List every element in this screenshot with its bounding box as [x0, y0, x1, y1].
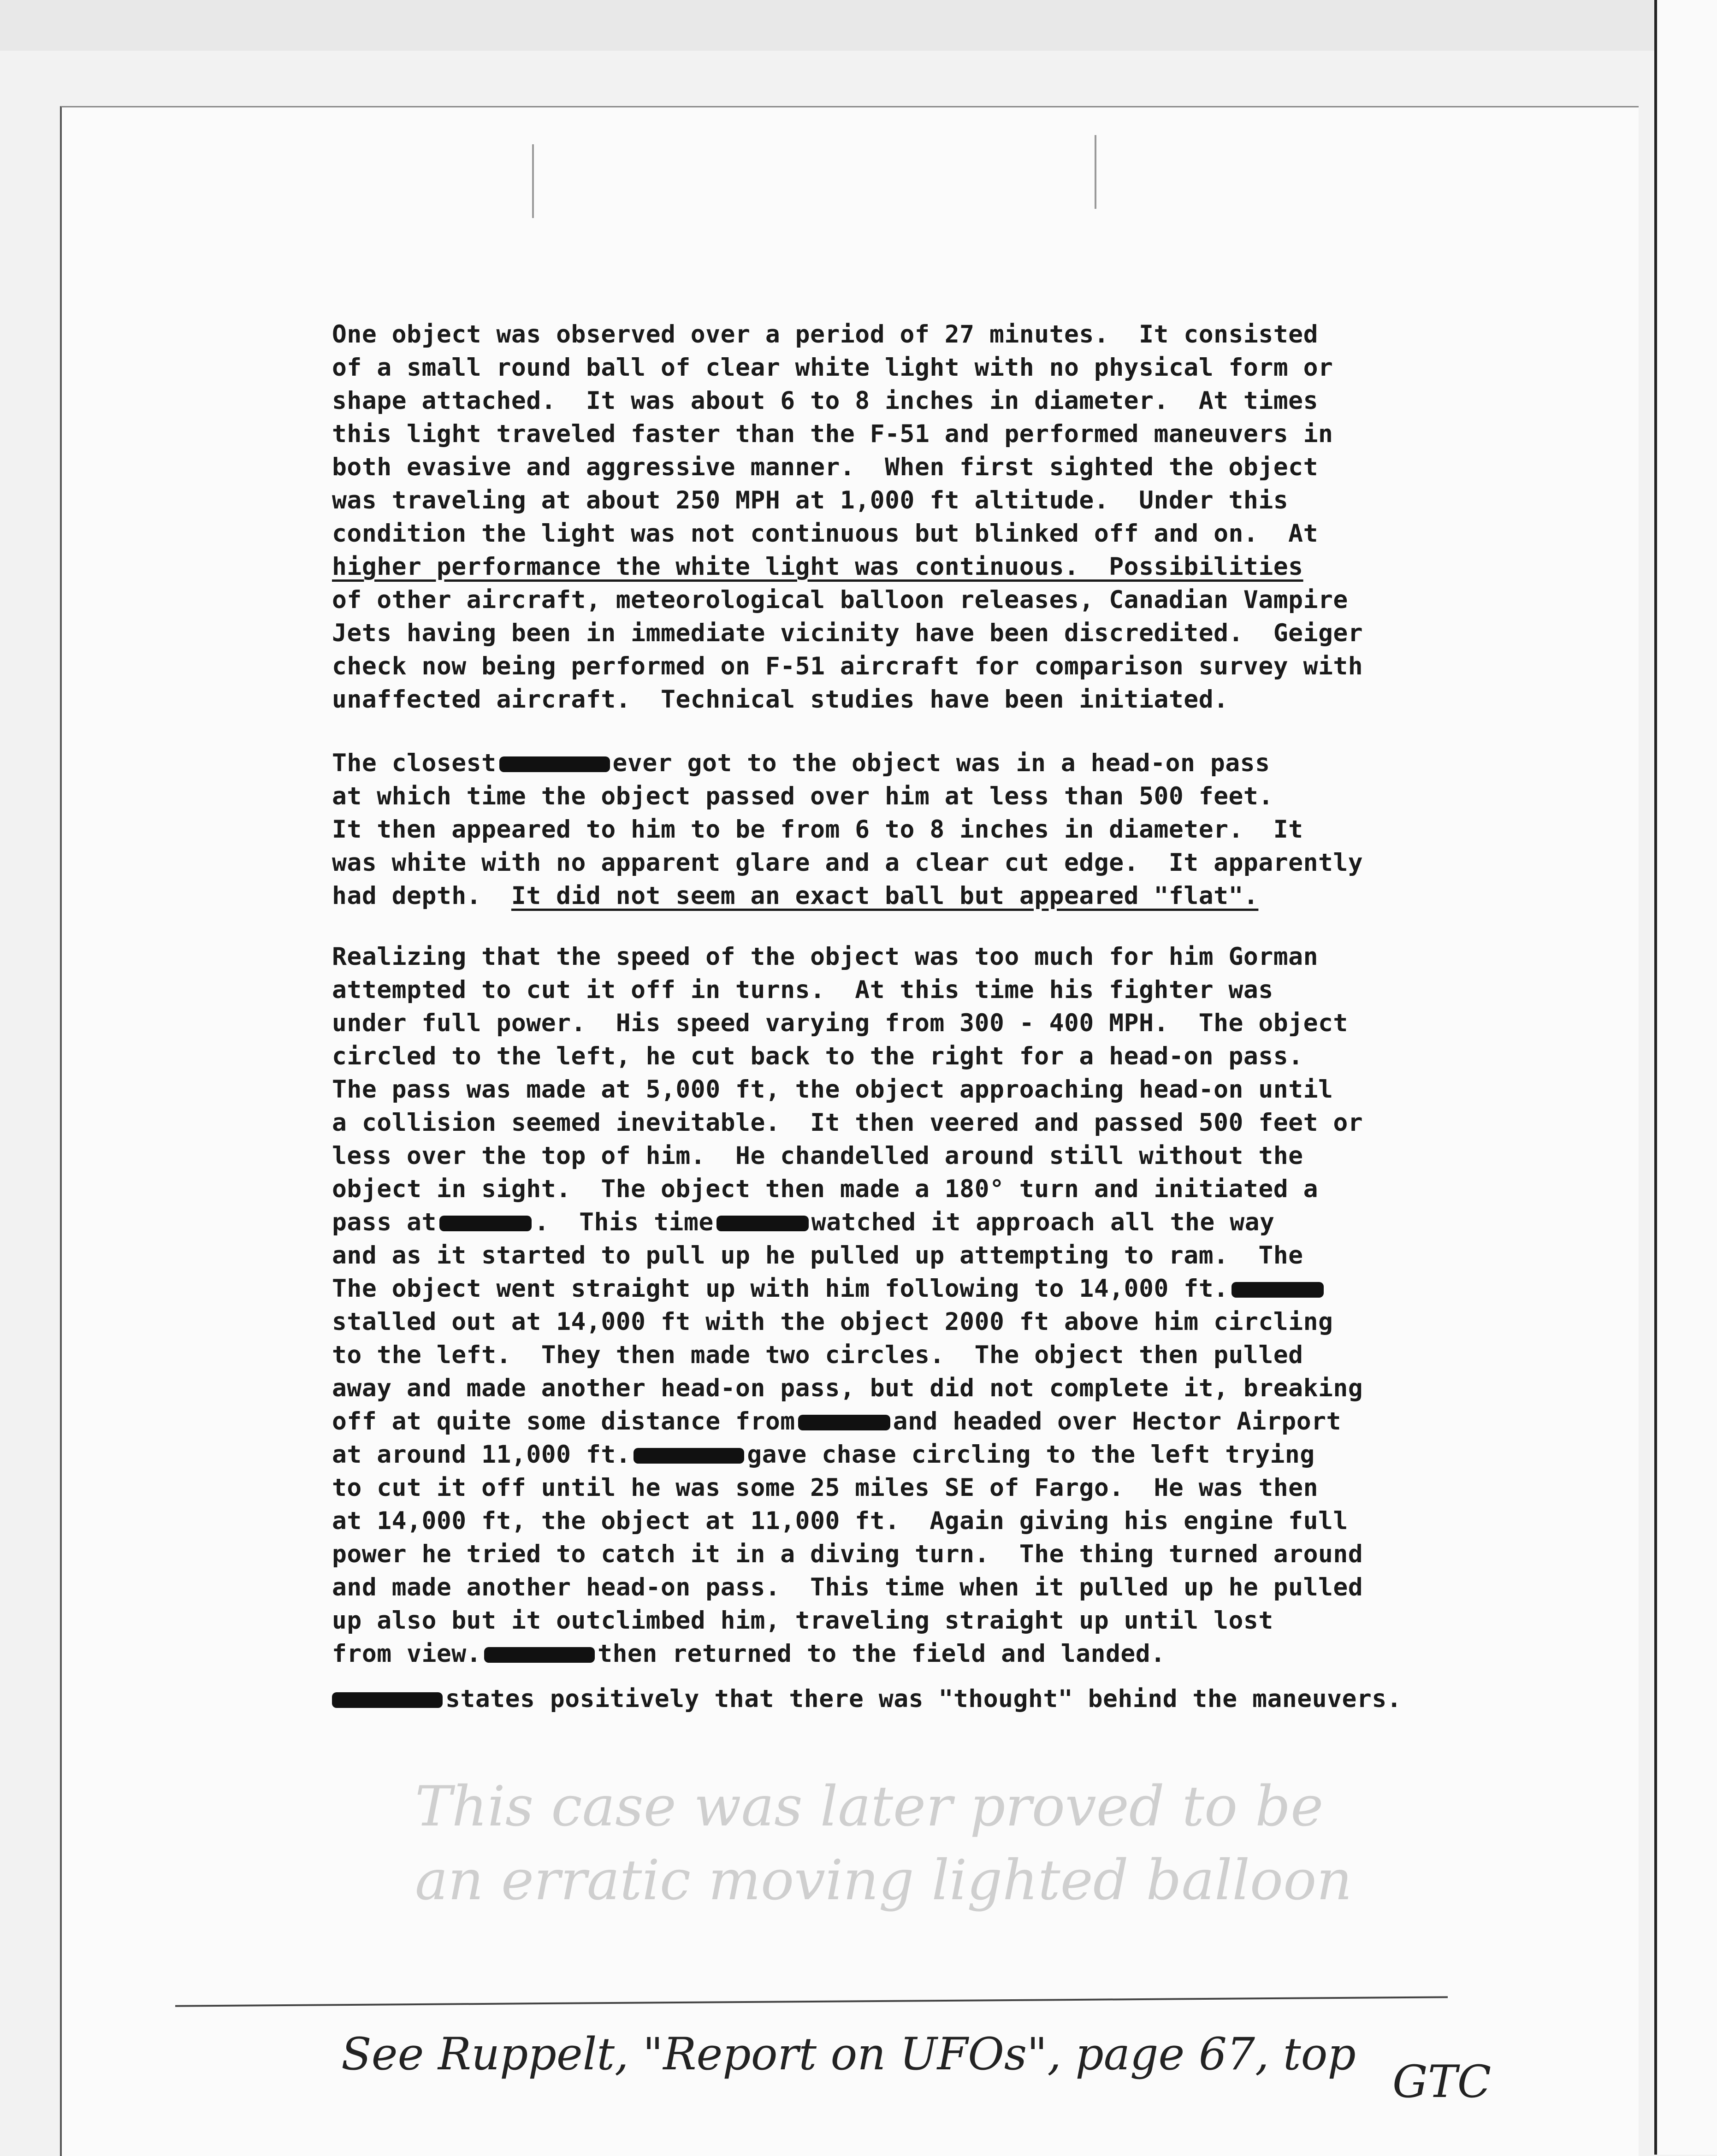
text-line: The pass was made at 5,000 ft, the object approaching head-on until	[332, 1075, 1333, 1104]
text-line: a collision seemed inevitable. It then veered and passed 500 feet or	[332, 1109, 1363, 1137]
text-line: power he tried to catch it in a diving turn. The thing turned around	[332, 1540, 1363, 1568]
paragraph-3	[332, 940, 1512, 1671]
text-line: was traveling at about 250 MPH at 1,000 ft altitude. Under this	[332, 486, 1289, 514]
handwritten-initials: GTC	[1392, 2056, 1492, 2108]
handwritten-reference-note: See Ruppelt, "Report on UFOs", page 67, top	[341, 2028, 1356, 2080]
text-segment: The closest	[332, 749, 497, 777]
text-line: condition the light was not continuous but blinked off and on. At	[332, 520, 1318, 548]
text-line: away and made another head-on pass, but did not complete it, breaking	[332, 1374, 1363, 1402]
paper-crease	[532, 144, 534, 218]
text-line: shape attached. It was about 6 to 8 inches in diameter. At times	[332, 387, 1318, 415]
paper-crease	[1095, 135, 1096, 209]
redaction-bar	[499, 756, 610, 772]
text-segment: and headed over Hector Airport	[893, 1407, 1341, 1435]
redaction-bar	[332, 1692, 443, 1708]
text-segment: . This time	[534, 1208, 714, 1236]
redaction-bar	[1232, 1282, 1324, 1298]
redaction-bar	[439, 1216, 532, 1231]
text-segment: watched it approach all the way	[811, 1208, 1275, 1236]
text-line: One object was observed over a period of 27 minutes. It consisted	[332, 320, 1318, 349]
text-line: Realizing that the speed of the object was too much for him Gorman	[332, 943, 1318, 971]
text-line: at 14,000 ft, the object at 11,000 ft. Again giving his engine full	[332, 1507, 1348, 1535]
text-segment: off at quite some distance from	[332, 1407, 795, 1435]
text-line: at which time the object passed over him at less than 500 feet.	[332, 782, 1273, 810]
text-segment: gave chase circling to the left trying	[747, 1441, 1315, 1469]
text-line: check now being performed on F-51 aircraft for comparison survey with	[332, 652, 1363, 680]
text-line: circled to the left, he cut back to the right for a head-on pass.	[332, 1042, 1303, 1070]
text-line: this light traveled faster than the F-51 and performed maneuvers in	[332, 420, 1333, 448]
text-line: object in sight. The object then made a 180° turn and initiated a	[332, 1175, 1318, 1203]
scan-border-top	[0, 0, 1717, 51]
text-segment: had depth.	[332, 882, 482, 910]
text-line: less over the top of him. He chandelled around still without the	[332, 1142, 1303, 1170]
text-line: stalled out at 14,000 ft with the object 2000 ft above him circling	[332, 1308, 1333, 1336]
text-segment: then returned to the field and landed.	[598, 1640, 1166, 1668]
text-line: higher performance the white light was continuous. Possibilities	[332, 553, 1303, 581]
text-line: and made another head-on pass. This time when it pulled up he pulled	[332, 1573, 1363, 1601]
text-line: to the left. They then made two circles. The object then pulled	[332, 1341, 1303, 1369]
redaction-bar	[634, 1448, 744, 1464]
text-segment: ever got to the object was in a head-on pass	[612, 749, 1270, 777]
text-segment: It did not seem an exact ball but appeared "flat".	[511, 882, 1259, 910]
text-line: Jets having been in immediate vicinity have been discredited. Geiger	[332, 619, 1363, 647]
text-segment: from view.	[332, 1640, 482, 1668]
redaction-bar	[798, 1415, 890, 1430]
text-line: of a small round ball of clear white light with no physical form or	[332, 354, 1333, 382]
paragraph-2	[332, 747, 1512, 913]
text-segment: states positively that there was "thought" behind the maneuvers.	[445, 1685, 1402, 1713]
text-line: of other aircraft, meteorological balloon releases, Canadian Vampire	[332, 586, 1348, 614]
handwritten-note-faint: an erratic moving lighted balloon	[415, 1849, 1352, 1913]
handwritten-note-faint: This case was later proved to be	[415, 1775, 1324, 1839]
text-line: under full power. His speed varying from 300 - 400 MPH. The object	[332, 1009, 1348, 1037]
text-segment: at around 11,000 ft.	[332, 1441, 631, 1469]
scan-border-right	[1654, 0, 1717, 2155]
text-segment: pass at	[332, 1208, 437, 1236]
text-segment: The object went straight up with him following to 14,000 ft.	[332, 1275, 1229, 1303]
text-line: unaffected aircraft. Technical studies have been initiated.	[332, 685, 1229, 714]
text-line: to cut it off until he was some 25 miles SE of Fargo. He was then	[332, 1474, 1318, 1502]
text-line: and as it started to pull up he pulled up attempting to ram. The	[332, 1241, 1303, 1270]
text-line: up also but it outclimbed him, traveling straight up until lost	[332, 1607, 1273, 1635]
text-line: was white with no apparent glare and a clear cut edge. It apparently	[332, 849, 1363, 877]
text-line: It then appeared to him to be from 6 to 8 inches in diameter. It	[332, 815, 1303, 844]
redaction-bar	[484, 1647, 595, 1663]
redaction-bar	[716, 1216, 809, 1231]
paragraph-1	[332, 318, 1512, 716]
text-line: attempted to cut it off in turns. At this time his fighter was	[332, 976, 1273, 1004]
paragraph-4	[332, 1683, 1512, 1716]
text-line: both evasive and aggressive manner. When first sighted the object	[332, 453, 1318, 481]
